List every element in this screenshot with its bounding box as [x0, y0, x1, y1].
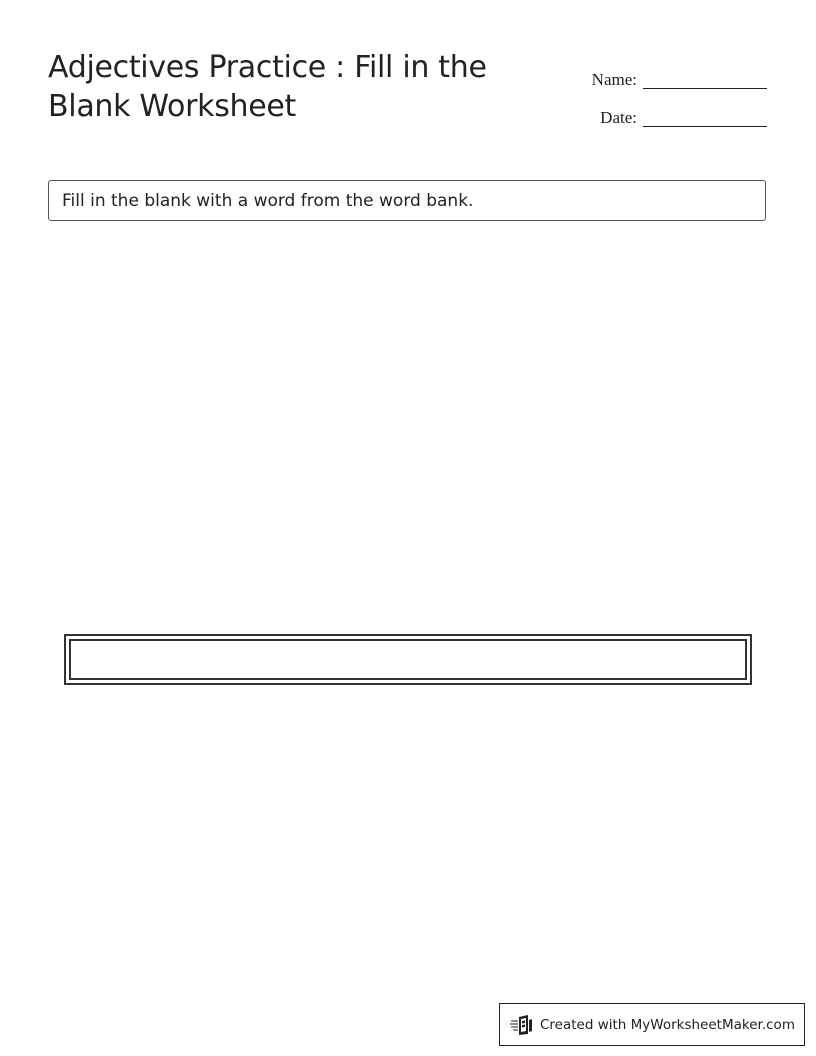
name-label: Name:	[591, 70, 637, 89]
name-blank-line	[643, 87, 767, 89]
name-row	[592, 52, 767, 90]
word-bank-box	[64, 634, 752, 685]
date-row	[592, 90, 767, 128]
date-blank-line	[643, 125, 767, 127]
footer-credit-text: Created with MyWorksheetMaker.com	[540, 1016, 795, 1033]
footer-credit[interactable]	[499, 1003, 805, 1046]
worksheet-title: Adjectives Practice : Fill in the Blank Worksheet	[48, 50, 487, 124]
date-label: Date:	[600, 108, 637, 127]
instructions-box	[48, 180, 766, 221]
name-date-block	[592, 52, 767, 128]
worksheet-maker-logo-icon	[510, 1014, 534, 1036]
instructions-text: Fill in the blank with a word from the word bank.	[62, 190, 474, 211]
word-bank-inner-border	[69, 639, 747, 680]
